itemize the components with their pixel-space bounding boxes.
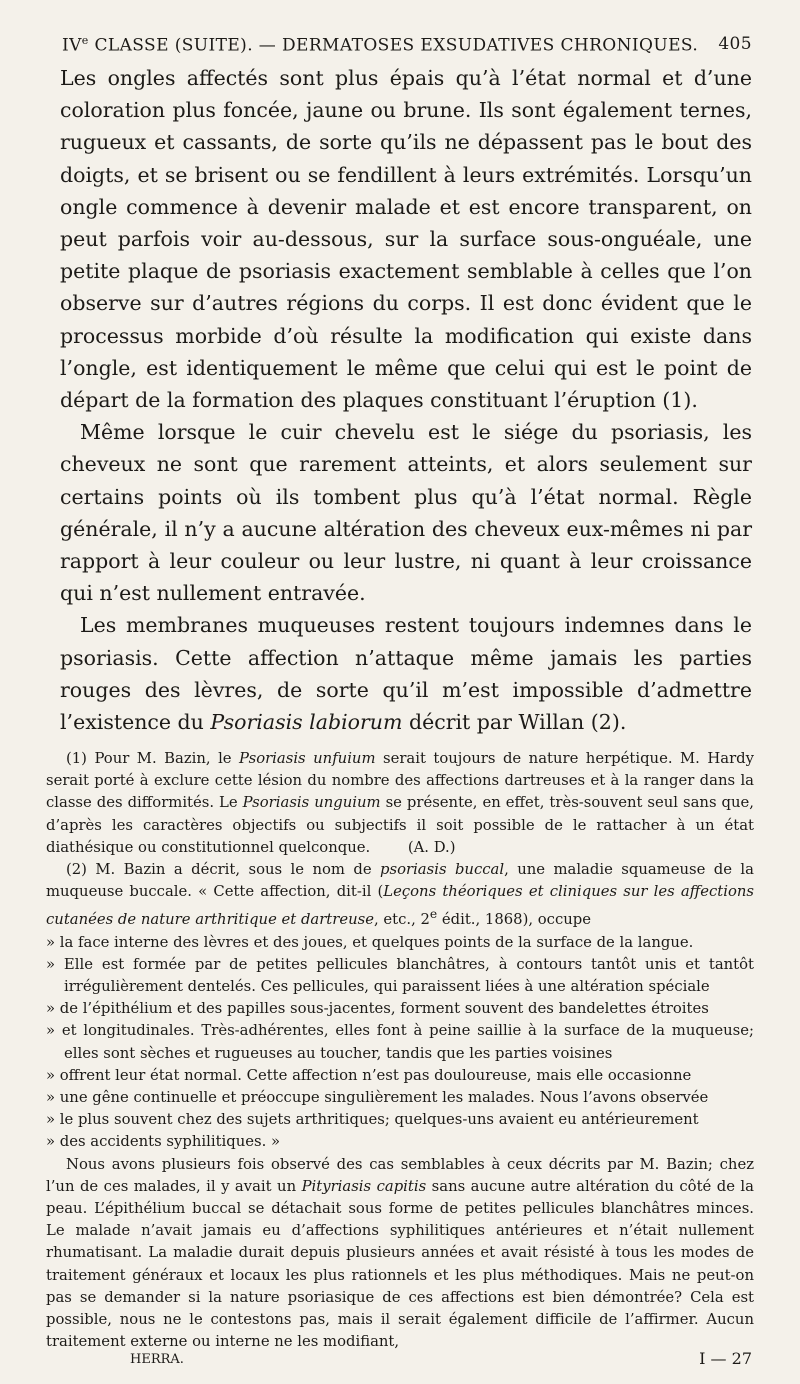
footnote-1-term-2: Psoriasis unguium	[242, 794, 381, 812]
paragraph-hair: Même lorsque le cuir chevelu est le siége du psoriasis, les cheveux ne sont que rarement atteints, et alors seulement sur certains points où ils tombent plus qu’à l’état normal. Règle générale, il n’y a aucune altération des cheveux eux-mêmes ni par rapport à leur couleur ou leur lustre, ni quant à leur croissance qui n’est nullement entravée.	[60, 420, 752, 606]
quote-line-8: » des accidents syphilitiques. »	[46, 1133, 281, 1151]
class-ordinal: IV	[62, 35, 82, 56]
pityriasis-capitis-term: Pityriasis capitis	[301, 1177, 427, 1195]
signature-mark: I — 27	[699, 1349, 752, 1368]
footnote-1	[46, 748, 754, 859]
quote-line-7: » le plus souvent chez des sujets arthritiques; quelques-uns avaient eu antérieurement	[46, 1111, 699, 1129]
commentary-text-b: sans aucune autre altération du côté de la peau. L’épithélium buccal se détachait sous forme de petites pellicules blanchâtres minces. Le malade n’avait jamais eu d’affections syphilitiques antérieures et n’était nullement rhumatisant. La maladie durait depuis plusieurs années et avait résisté à tous les modes de traitement généraux et locaux les plus rationnels et les plus méthodiques. Mais ne peut-on pas se demander si la nature psoriasique de ces affections est bien démontrée? Cela est possible, nous ne le contestons pas, mais il serait également difficile de l’affirmer. Aucun traitement externe ou interne ne les modifiant,	[46, 1177, 754, 1351]
footnote-2	[46, 859, 754, 932]
paragraph-mucous-text: Les membranes muqueuses restent toujours indemnes dans le psoriasis. Cette affection n’attaque même jamais les parties rouges des lèvres, de sorte qu’il m’est impossible d’admettre l’existence du	[60, 613, 752, 735]
quote-line-1: » la face interne des lèvres et des joues, et quelques points de la surface de la langue.	[46, 933, 694, 951]
quote-line-2: » Elle est formée par de petites pellicules blanchâtres, à contours tantôt unis et tantôt irrégulièrement dentelés. Ces pellicules, qui paraissent liées à une altération spéciale	[46, 955, 754, 995]
footer-author: HERRA.	[130, 1352, 184, 1367]
quote-line-4: » et longitudinales. Très-adhérentes, elles font à peine saillie à la surface de la muqueuse; elles sont sèches et rugueuses au toucher, tandis que les parties voisines	[46, 1022, 754, 1062]
footnotes	[46, 748, 754, 1353]
running-header	[62, 34, 752, 56]
quote-line-3: » de l’épithélium et des papilles sous-jacentes, forment souvent des bandelettes étroites	[46, 1000, 709, 1018]
footnote-2-text-c: , etc., 2	[373, 911, 430, 929]
footnote-2-edition-sup: e	[429, 907, 438, 922]
commentary-text-a: Nous avons plusieurs fois observé des cas semblables à ceux décrits par M. Bazin; chez l’un de ces malades, il y avait un	[46, 1155, 754, 1195]
footnote-1-text-b: serait toujours de nature herpétique. M. Hardy serait porté à exclure cette lésion du nombre des affections dartreuses et à la ranger dans la classe des difformités. Le	[46, 750, 754, 812]
footnote-2-text-d: édit., 1868), occupe	[437, 911, 591, 929]
class-ordinal-sup: e	[81, 34, 89, 47]
footnote-2-term: psoriasis buccal	[380, 861, 505, 879]
paragraph-nails: Les ongles affectés sont plus épais qu’à l’état normal et d’une coloration plus foncée, jaune ou brune. Ils sont également ternes, rugueux et cassants, de sorte qu’ils ne dépassent pas le bout des doigts, et se brisent ou se fendillent à leurs extrémités. Lorsqu’un ongle commence à devenir malade et est encore transparent, on peut parfois voir au-dessous, sur la surface sous-onguéale, une petite plaque de psoriasis exactement semblable à celles que l’on observe sur d’autres régions du corps. Il est donc évident que le processus morbide d’où résulte la modification qui existe dans l’ongle, est identiquement le même que celui qui est le point de départ de la formation des plaques constituant l’éruption (1).	[60, 66, 752, 413]
psoriasis-labiorum-term: Psoriasis labiorum	[210, 710, 403, 735]
running-title-text: CLASSE (SUITE). — DERMATOSES EXSUDATIVES CHRONIQUES.	[88, 35, 699, 56]
footnote-1-text-c: se présente, en effet, très-souvent seul sans que, d’après les caractères objectifs ou subjectifs il soit possible de le rattacher à un état diathésique ou constitutionnel quelconque.	[46, 794, 755, 856]
main-text	[60, 62, 752, 738]
quote-line-5: » offrent leur état normal. Cette affection n’est pas douloureuse, mais elle occasionne	[46, 1066, 692, 1084]
paragraph-mucous-end: décrit par Willan (2).	[402, 710, 627, 735]
footnote-2-text-a: (2) M. Bazin a décrit, sous le nom de	[66, 861, 381, 879]
page-number: 405	[718, 34, 752, 54]
footnote-1-signature: (A. D.)	[407, 838, 456, 856]
footnote-2-book-title: Leçons théoriques et cliniques sur les affections cutanées de nature arthritique et dartreuse	[46, 883, 754, 929]
paragraph-mucous	[60, 609, 752, 738]
footnote-1-text-a: (1) Pour M. Bazin, le	[66, 750, 240, 767]
footnote-1-term-1: Psoriasis unfuium	[239, 750, 376, 767]
footnote-2-commentary	[46, 1154, 754, 1354]
quote-line-6: » une gêne continuelle et préoccupe singulièrement les malades. Nous l’avons observée	[46, 1088, 709, 1106]
footnote-2-text-b: , une maladie squameuse de la muqueuse buccale. « Cette affection, dit-il (	[46, 861, 754, 901]
page-footer	[130, 1349, 752, 1368]
running-title	[62, 34, 698, 56]
